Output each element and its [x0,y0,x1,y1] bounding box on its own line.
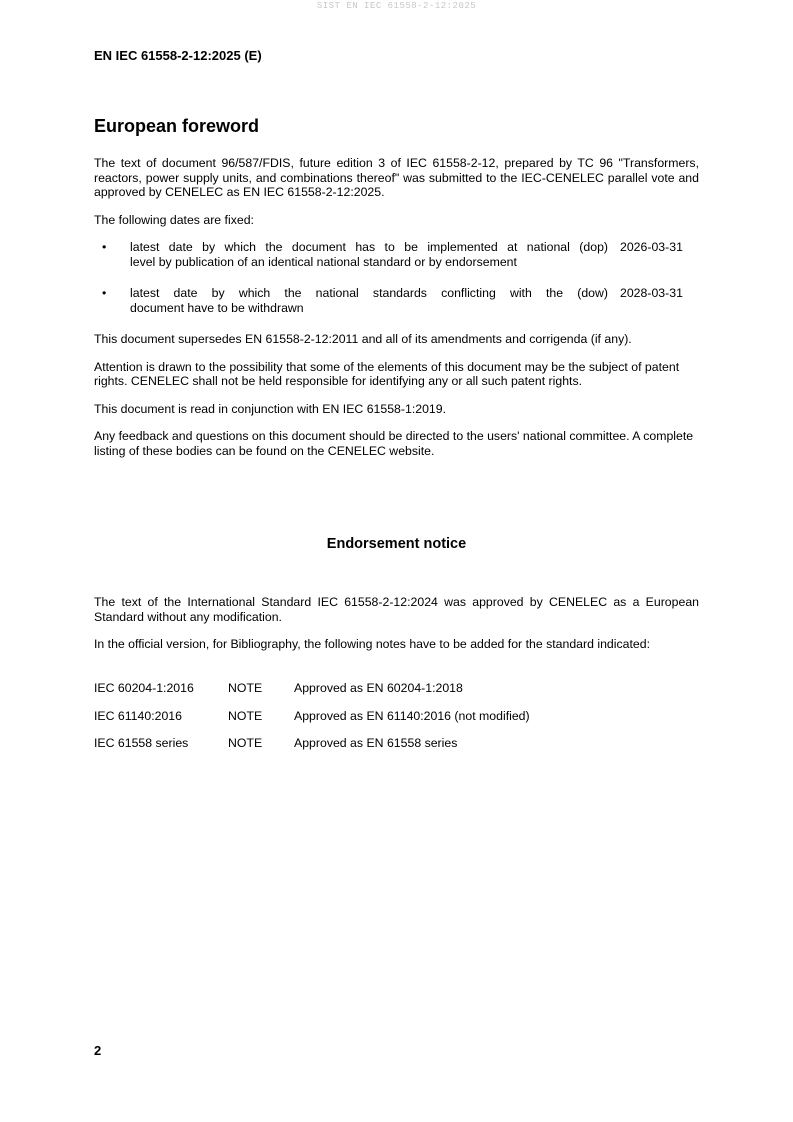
conjunction-paragraph: This document is read in conjunction with EN IEC 61558-1:2019. [94,401,447,416]
note-label: NOTE [228,708,263,723]
endorsement-body [94,595,699,665]
date-description-line2: document have to be withdrawn [130,300,304,315]
note-label: NOTE [228,681,263,695]
note-text: Approved as EN 61558 series [294,736,458,750]
note-row [94,709,694,737]
date-description-line2: level by publication of an identical national standard or by endorsement [130,254,517,269]
date-row-dop [94,240,699,269]
bibliography-paragraph: In the official version, for Bibliography, the following notes have to be added for the standard indicated: [94,637,650,651]
intro-paragraph: The text of document 96/587/FDIS, future edition 3 of IEC 61558-2-12, prepared by TC 96 "Transformers, reactors, power supply units, and combinations thereof" was submitted to the IEC-CENELEC parallel vote and approved by CENELEC as EN IEC 61558-2-12:2025. [94,156,699,199]
note-row [94,681,694,709]
bullet: • [102,240,107,254]
note-standard: IEC 60204-1:2016 [94,681,194,695]
document-header: EN IEC 61558-2-12:2025 (E) [94,48,262,63]
note-row [94,736,694,764]
dates-list [94,240,699,315]
date-value: 2026-03-31 [620,240,683,254]
page-number: 2 [94,1043,102,1058]
section-title: European foreword [94,116,260,136]
note-label: NOTE [228,736,263,750]
endorsement-title: Endorsement notice [326,536,467,552]
date-description-line1: latest date by which the document has to be implemented at national (dop) [130,240,608,254]
watermark: SIST EN IEC 61558-2-12:2025 [316,1,477,11]
note-text: Approved as EN 60204-1:2018 [294,681,463,695]
note-standard: IEC 61140:2016 [94,708,182,723]
bullet: • [102,286,107,300]
bibliography-notes [94,681,694,764]
date-row-dow [94,286,699,315]
endorsement-paragraph: The text of the International Standard IEC 61558-2-12:2024 was approved by CENELEC as a European Standard without any modification. [94,595,699,624]
date-value: 2028-03-31 [620,286,683,300]
foreword-body [94,156,699,471]
dates-intro: The following dates are fixed: [94,212,254,227]
attention-paragraph: Attention is drawn to the possibility that some of the elements of this document may be the subject of patent rights. CENELEC shall not be held responsible for identifying any or all such patent rights. [94,359,680,388]
feedback-paragraph: Any feedback and questions on this document should be directed to the users' national committee. A complete listing of these bodies can be found on the CENELEC website. [94,429,694,458]
date-description [130,286,608,315]
date-description-line1: latest date by which the national standards conflicting with the (dow) [130,286,608,300]
note-standard: IEC 61558 series [94,736,189,750]
note-text: Approved as EN 61140:2016 (not modified) [294,708,530,723]
date-description [130,240,608,269]
supersedes-paragraph: This document supersedes EN 61558-2-12:2011 and all of its amendments and corrigenda (if any). [94,332,632,346]
